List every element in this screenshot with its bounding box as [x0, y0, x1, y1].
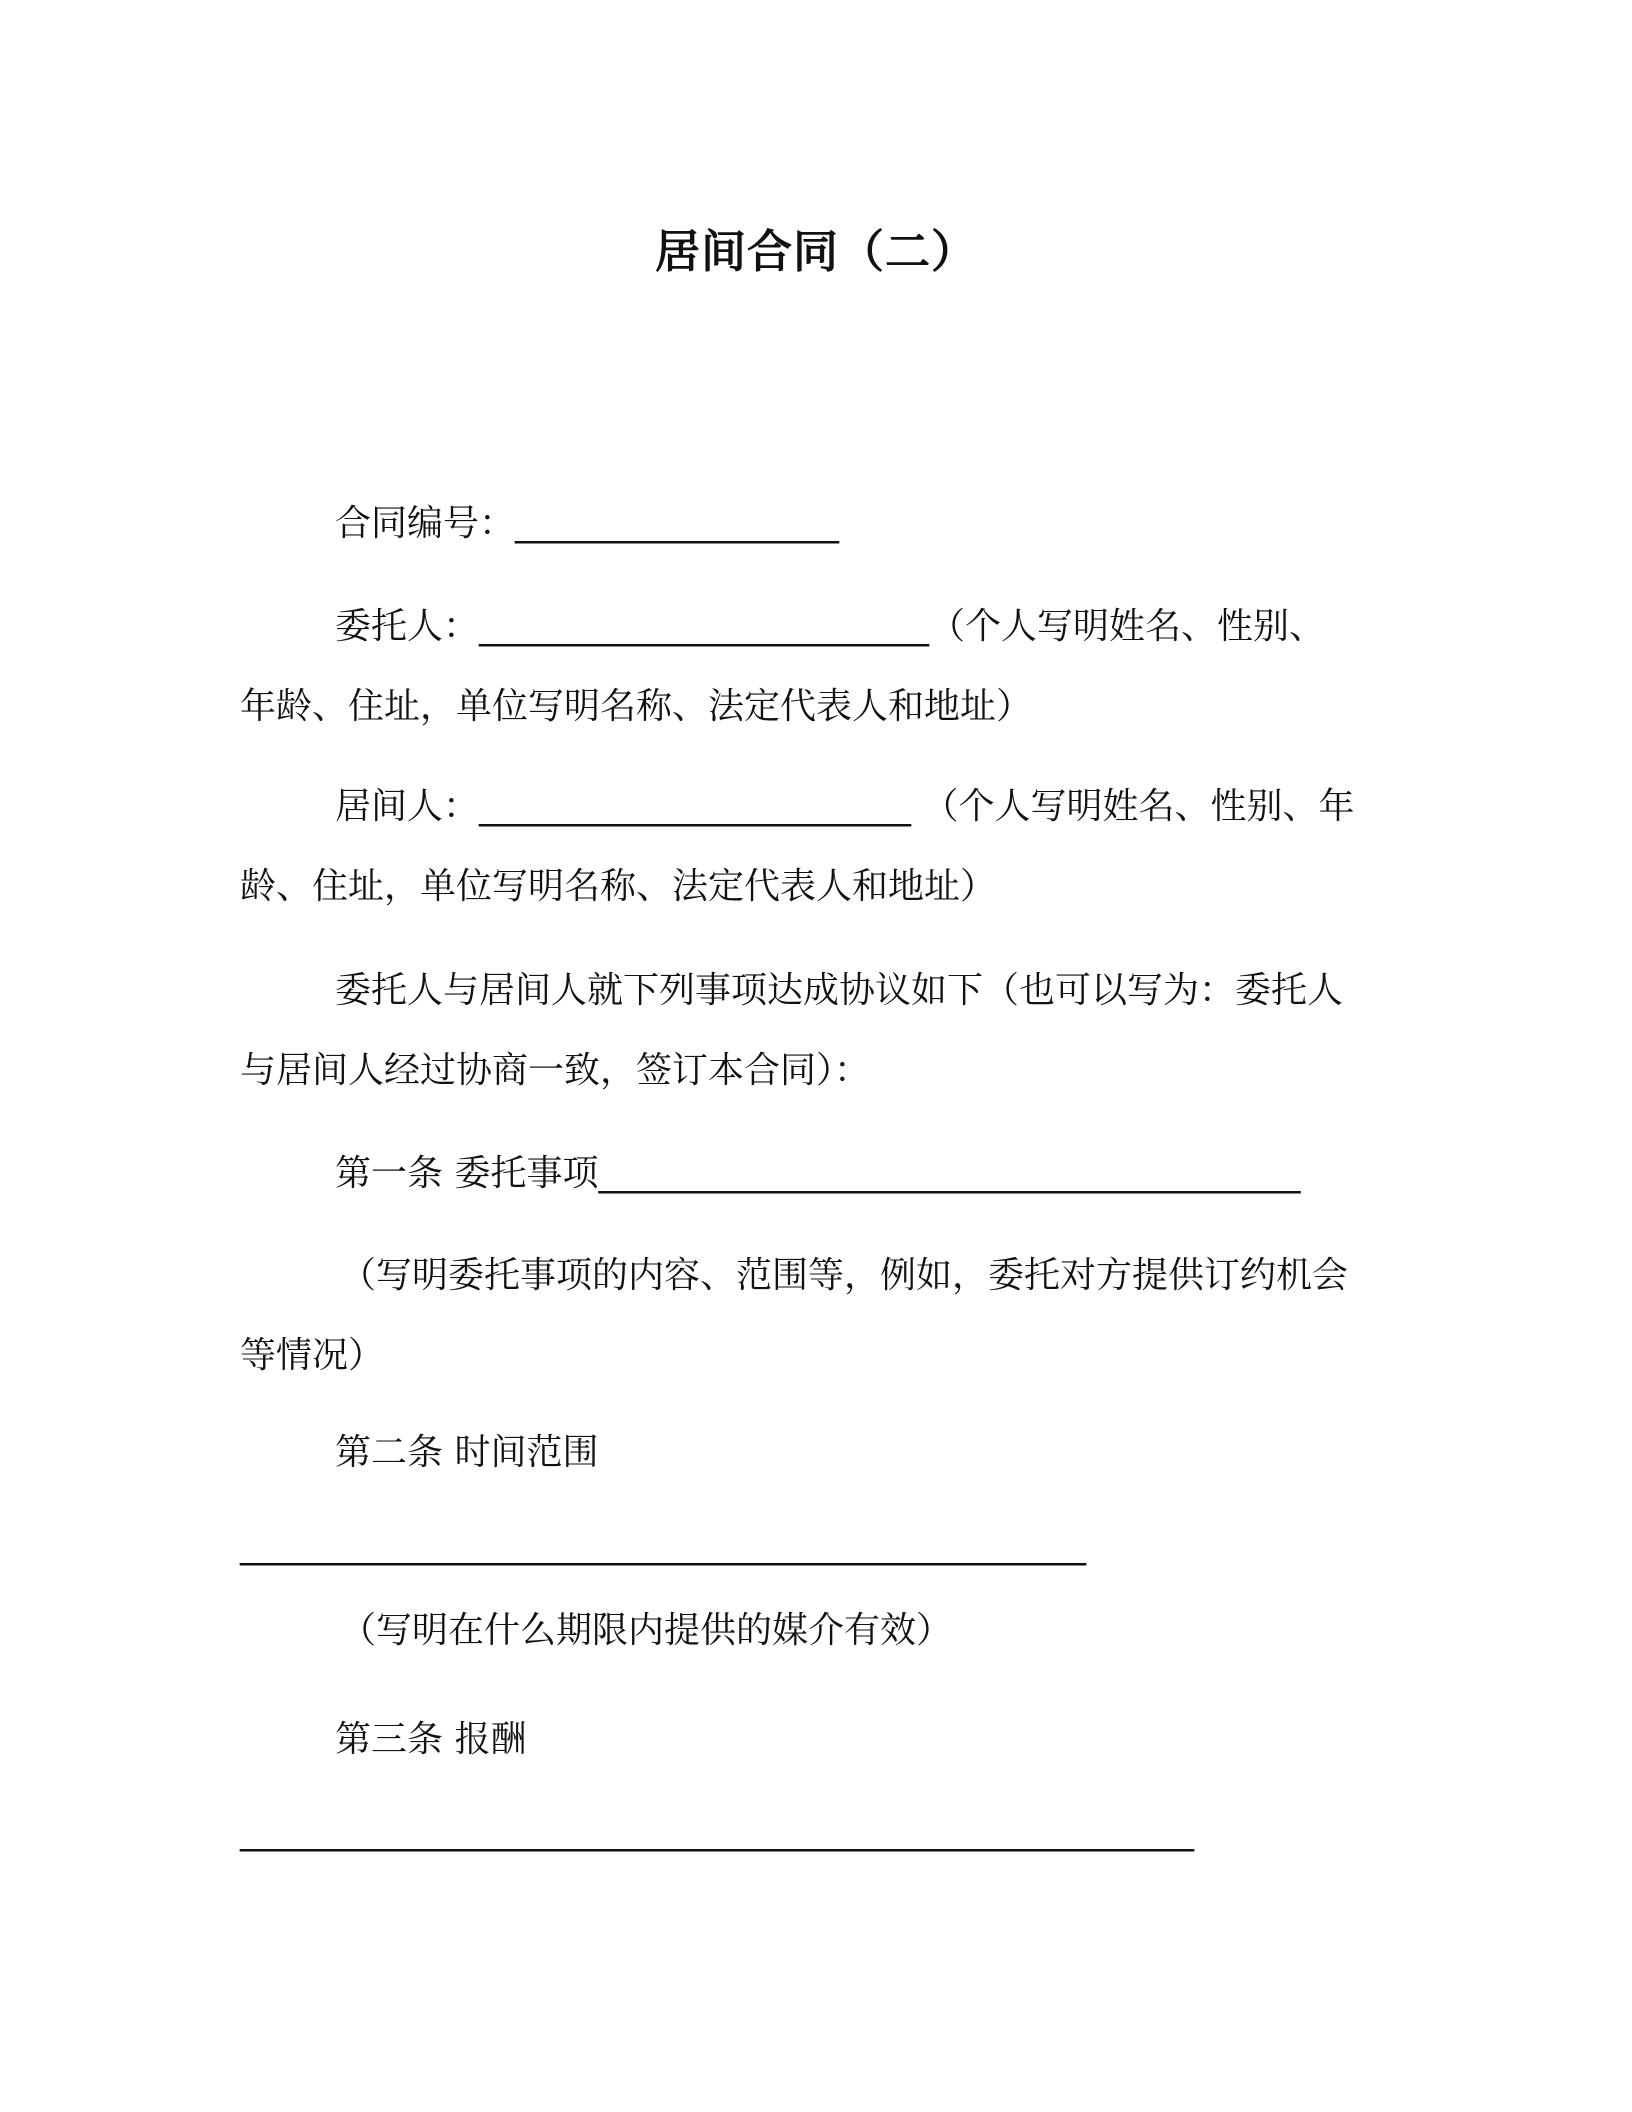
- article-1-note-line-2: 等情况）: [240, 1335, 385, 1376]
- broker-line-1: 居间人：________________________ （个人写明姓名、性别、年: [335, 786, 1355, 827]
- article-2-blank-line: _______________________________________________: [240, 1525, 1086, 1566]
- article-2-note-text: （写明在什么期限内提供的媒介有效）: [340, 1610, 953, 1651]
- principal-line-1: 委托人：_________________________（个人写明姓名、性别、: [335, 606, 1326, 647]
- article-2-note: [240, 1591, 1400, 1671]
- article-1-note-line-1: （写明委托事项的内容、范围等，例如，委托对方提供订约机会: [340, 1255, 1349, 1296]
- article-3-text: 第三条 报酬: [335, 1719, 527, 1760]
- broker-line-2: 龄、住址，单位写明名称、法定代表人和地址）: [240, 866, 997, 907]
- article-1-note: [240, 1236, 1400, 1396]
- agreement-line-2: 与居间人经过协商一致，签订本合同）：: [240, 1050, 871, 1091]
- principal-line-2: 年龄、住址，单位写明名称、法定代表人和地址）: [240, 686, 1033, 727]
- article-1-text: 第一条 委托事项_______________________________________: [335, 1153, 1301, 1194]
- agreement-line-1: 委托人与居间人就下列事项达成协议如下（也可以写为：委托人: [335, 970, 1344, 1011]
- article-3-blank-line: _____________________________________________________: [240, 1811, 1194, 1852]
- contract-number-line: [240, 484, 1400, 564]
- agreement-paragraph: [240, 951, 1400, 1111]
- principal-paragraph: [240, 587, 1400, 747]
- contract-number-text: 合同编号：__________________: [335, 503, 840, 544]
- article-2-text: 第二条 时间范围: [335, 1432, 599, 1473]
- article-2: [240, 1413, 1400, 1493]
- document-title: 居间合同（二）: [654, 225, 977, 278]
- article-3: [240, 1700, 1400, 1780]
- article-1: [240, 1134, 1400, 1214]
- broker-paragraph: [240, 767, 1400, 927]
